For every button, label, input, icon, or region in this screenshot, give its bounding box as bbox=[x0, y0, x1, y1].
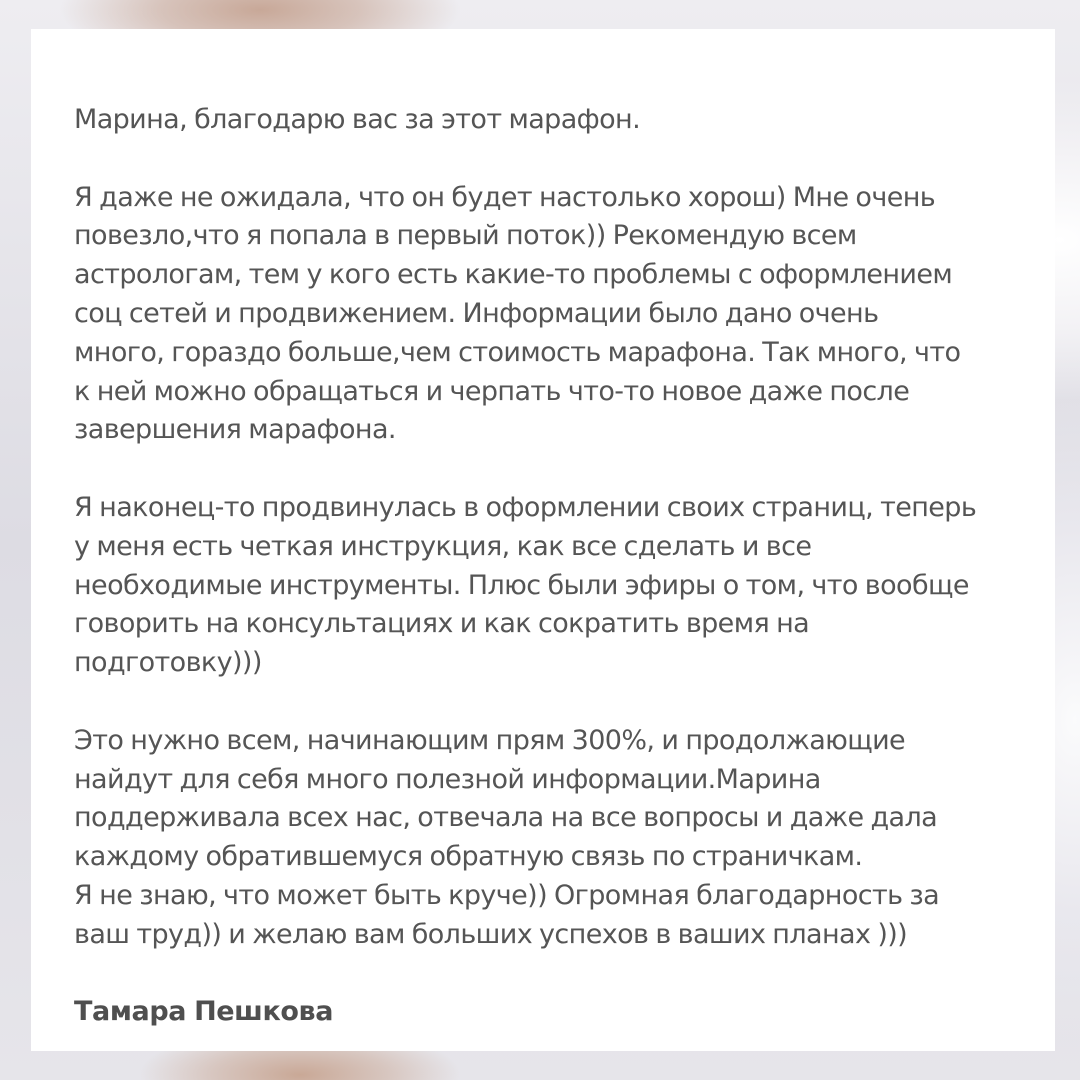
review-paragraph-impressions: Я даже не ожидала, что он будет настолько хорош) Мне очень повезло,что я попала в первый поток)) Рекомендую всем астрологам, тем у кого есть какие-то проблемы с оформлением соц сетей и продвижением. Информации было дано очень много, гораздо больше,чем стоимость марафона. Так много, что к ней можно обращаться и черпать что-то новое даже после завершения марафона. bbox=[74, 181, 961, 446]
review-paragraph-progress: Я наконец-то продвинулась в оформлении своих страниц, теперь у меня есть четкая инструкция, как все сделать и все необходимые инструменты. Плюс были эфиры о том, что вообще говорить на консультациях и как сократить время на подготовку))) bbox=[74, 491, 977, 679]
review-paragraph-greeting: Марина, благодарю вас за этот марафон. bbox=[74, 104, 641, 135]
review-paragraph-conclusion: Это нужно всем, начинающим прям 300%, и продолжающие найдут для себя много полезной информации.Марина поддерживала всех нас, отвечала на все вопросы и даже дала каждому обратившемуся обратную связь по страничкам. Я не знаю, что может быть круче)) Огромная благодарность за ваш труд)) и желаю вам больших успехов в ваших планах ))) bbox=[74, 724, 940, 950]
review-card bbox=[31, 29, 1055, 1051]
review-author: Тамара Пешкова bbox=[74, 996, 334, 1028]
